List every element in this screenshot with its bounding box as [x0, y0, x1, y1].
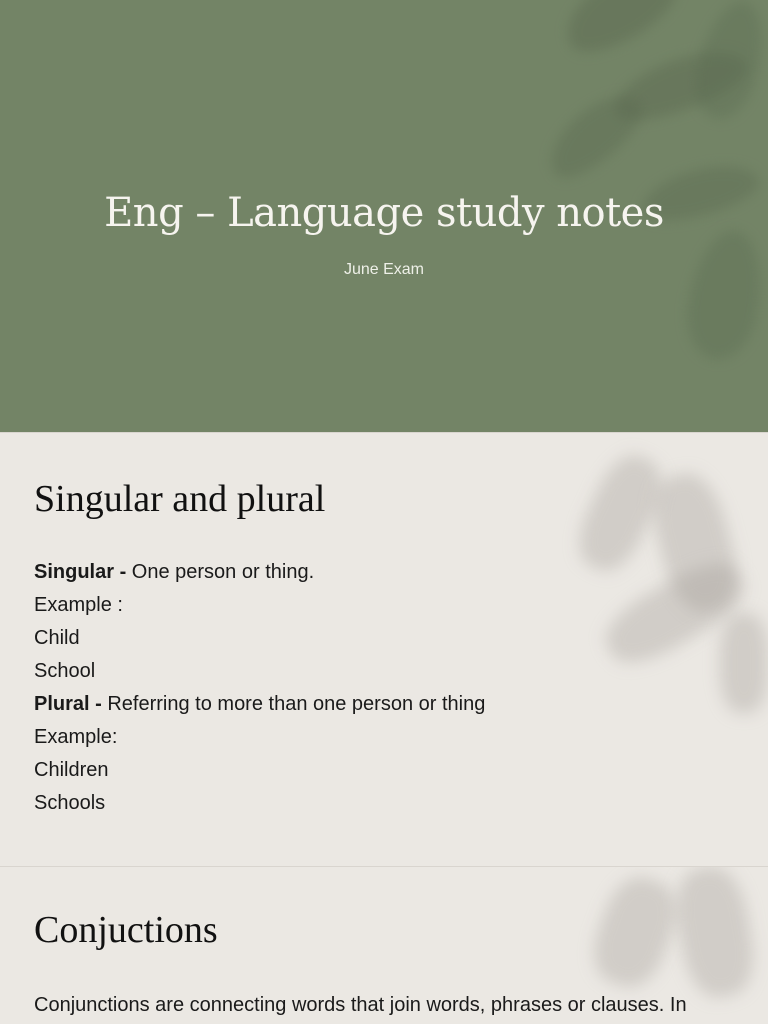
singular-example: School	[34, 660, 96, 682]
presentation-subtitle: June Exam	[343, 261, 425, 278]
singular-definition	[34, 556, 485, 589]
plural-example: Schools	[34, 792, 106, 814]
plural-term: Plural -	[34, 693, 102, 715]
title-slide	[0, 0, 768, 432]
plural-definition-text: Referring to more than one person or thing	[101, 693, 486, 715]
leaf-shadow-decoration	[553, 0, 687, 66]
singular-example: Child	[34, 627, 80, 649]
plural-example: Children	[34, 759, 109, 781]
conjunctions-paragraph: Conjunctions are connecting words that join words, phrases or clauses. In	[34, 994, 687, 1016]
presentation-title: Eng – Language study notes	[104, 190, 664, 236]
definition-list	[34, 556, 485, 820]
section-heading: Conjuctions	[34, 909, 218, 951]
singular-term: Singular -	[34, 561, 127, 583]
leaf-shadow-decoration	[583, 868, 686, 995]
leaf-shadow-decoration	[685, 0, 768, 126]
plural-definition	[34, 688, 485, 721]
leaf-shadow-decoration	[669, 866, 761, 1002]
leaf-shadow-decoration	[720, 613, 768, 713]
singular-plural-slide	[0, 432, 768, 865]
example-label: Example :	[34, 594, 123, 616]
leaf-shadow-decoration	[679, 225, 768, 365]
example-label: Example:	[34, 726, 118, 748]
singular-definition-text: One person or thing.	[126, 561, 315, 583]
section-heading: Singular and plural	[34, 478, 326, 520]
conjunctions-slide	[0, 866, 768, 1024]
